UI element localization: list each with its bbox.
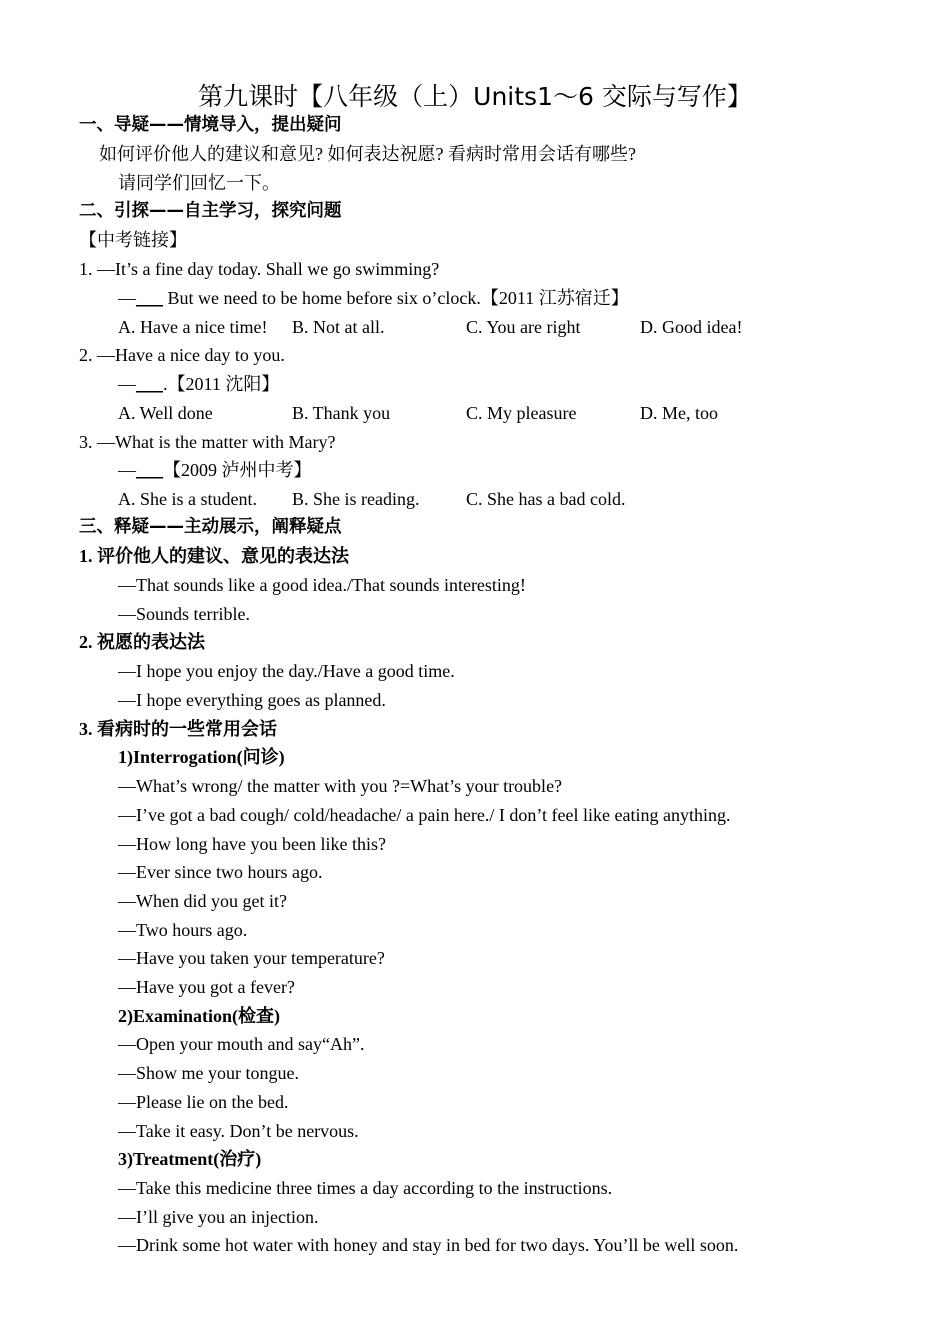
exam-link-label: 【中考链接】 [79,230,187,250]
dialogue-line: —Have you taken your temperature? [118,948,385,968]
dialogue-line: —Take it easy. Don’t be nervous. [118,1121,359,1141]
reply-text: .【2011 沈阳】 [163,374,280,394]
option-b: B. Not at all. [292,317,385,337]
option-a: A. Have a nice time! [118,317,268,337]
dialogue-line: —Sounds terrible. [118,604,250,624]
option-b: B. Thank you [292,403,391,423]
question-1-reply [118,286,629,310]
dialogue-line: —How long have you been like this? [118,834,386,854]
answer-blank: ___ [136,374,163,394]
section2-heading: 二、引探——自主学习，探究问题 [79,201,342,221]
question-1-options [118,315,878,339]
dialogue-line: —I’ve got a bad cough/ cold/headache/ a pain here./ I don’t feel like eating anything. [118,805,731,825]
option-a: A. Well done [118,403,213,423]
option-c: C. She has a bad cold. [466,489,626,509]
section1-prompt: 请同学们回忆一下。 [118,173,280,193]
part1-heading: 1. 评价他人的建议、意见的表达法 [79,546,349,566]
dialogue-line: —Show me your tongue. [118,1063,299,1083]
dialogue-line: —I hope you enjoy the day./Have a good time. [118,661,455,681]
section3-heading: 三、释疑——主动展示，阐释疑点 [79,517,342,537]
section1-heading: 一、导疑——情境导入，提出疑问 [79,115,342,135]
treatment-heading: 3)Treatment(治疗) [118,1149,262,1169]
reply-dash: — [118,460,136,480]
interrogation-heading: 1)Interrogation(问诊) [118,747,285,767]
option-a: A. She is a student. [118,489,257,509]
part2-heading: 2. 祝愿的表达法 [79,632,205,652]
dialogue-line: —Please lie on the bed. [118,1092,289,1112]
reply-dash: — [118,374,136,394]
answer-blank: ___ [136,460,163,480]
question-2-options [118,401,878,425]
dialogue-line: —Ever since two hours ago. [118,862,323,882]
option-d: D. Me, too [640,403,718,423]
dialogue-line: —When did you get it? [118,891,287,911]
part3-heading: 3. 看病时的一些常用会话 [79,719,277,739]
question-2-reply [118,372,279,396]
section1-question: 如何评价他人的建议和意见? 如何表达祝愿? 看病时常用会话有哪些? [99,144,636,164]
dialogue-line: —Drink some hot water with honey and stay in bed for two days. You’ll be well soon. [118,1235,739,1255]
answer-blank: ___ [136,288,163,308]
reply-text: But we need to be home before six o’clock.【2011 江苏宿迁】 [163,288,629,308]
page-title: 第九课时【八年级（上）Units1～6 交际与写作】 [198,82,752,111]
option-c: C. My pleasure [466,403,577,423]
dialogue-line: —Take this medicine three times a day according to the instructions. [118,1178,613,1198]
question-2-stem: 2. —Have a nice day to you. [79,345,285,365]
dialogue-line: —Two hours ago. [118,920,248,940]
examination-heading: 2)Examination(检查) [118,1006,280,1026]
question-3-options [118,487,878,511]
reply-text: 【2009 泸州中考】 [163,460,312,480]
question-3-reply [118,458,312,482]
option-b: B. She is reading. [292,489,420,509]
dialogue-line: —What’s wrong/ the matter with you ?=What’s your trouble? [118,776,563,796]
dialogue-line: —Have you got a fever? [118,977,295,997]
question-3-stem: 3. —What is the matter with Mary? [79,432,336,452]
dialogue-line: —I hope everything goes as planned. [118,690,386,710]
dialogue-line: —That sounds like a good idea./That sounds interesting! [118,575,526,595]
reply-dash: — [118,288,136,308]
dialogue-line: —I’ll give you an injection. [118,1207,319,1227]
question-1-stem: 1. —It’s a fine day today. Shall we go swimming? [79,259,440,279]
option-d: D. Good idea! [640,317,743,337]
option-c: C. You are right [466,317,581,337]
dialogue-line: —Open your mouth and say“Ah”. [118,1034,365,1054]
